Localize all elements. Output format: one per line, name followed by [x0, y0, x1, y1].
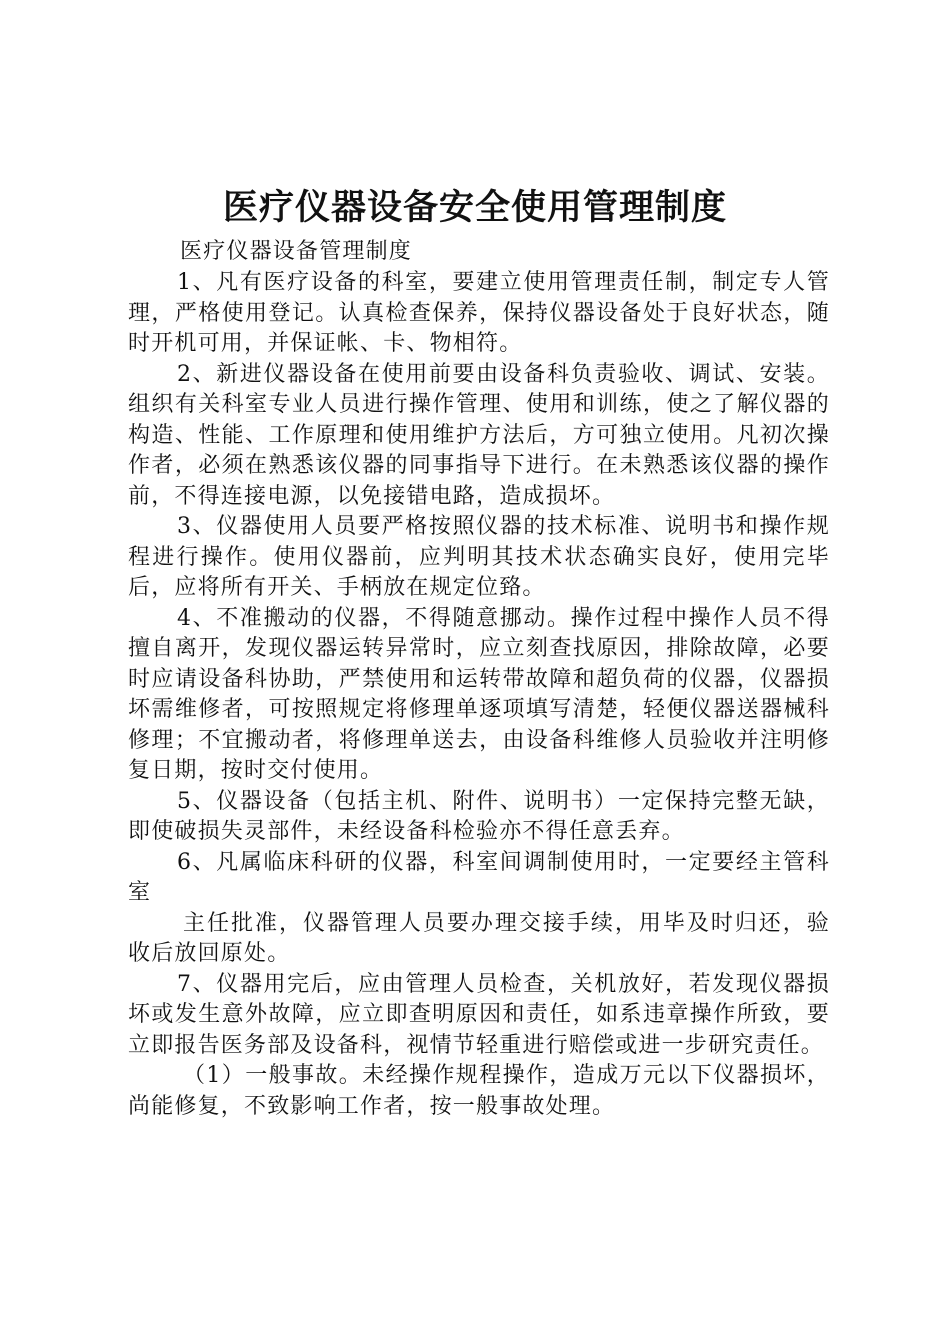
paragraph-general-accident: （1）一般事故。未经操作规程操作，造成万元以下仪器损坏，尚能修复，不致影响工作者，按一般事故处理。: [128, 1063, 830, 1119]
paragraph-rule-6-continued: 主任批准，仪器管理人员要办理交接手续，用毕及时归还，验收后放回原处。: [128, 910, 830, 966]
paragraph-rule-7: 7、仪器用完后，应由管理人员检查，关机放好，若发现仪器损坏或发生意外故障，应立即查明原因和责任，如系违章操作所致，要立即报告医务部及设备科，视情节轻重进行赔偿或进一步研究责任。: [128, 971, 830, 1058]
paragraph-rule-5: 5、仪器设备（包括主机、附件、说明书）一定保持完整无缺，即使破损失灵部件，未经设备科检验亦不得任意丢弃。: [128, 788, 830, 844]
document-subtitle: 医疗仪器设备管理制度: [180, 239, 413, 264]
paragraph-rule-6: 6、凡属临床科研的仪器，科室间调制使用时，一定要经主管科室: [128, 849, 830, 905]
paragraph-rule-3: 3、仪器使用人员要严格按照仪器的技术标准、说明书和操作规程进行操作。使用仪器前，应判明其技术状态确实良好，使用完毕后，应将所有开关、手柄放在规定位臵。: [128, 514, 830, 600]
paragraph-rule-2: 2、新进仪器设备在使用前要由设备科负责验收、调试、安装。组织有关科室专业人员进行操作管理、使用和训练，使之了解仪器的构造、性能、工作原理和使用维护方法后，方可独立使用。凡初次操作者，必须在熟悉该仪器的同事指导下进行。在未熟悉该仪器的操作前，不得连接电源，以免接错电路，造成损坏。: [128, 361, 830, 509]
paragraph-rule-4: 4、不准搬动的仪器，不得随意挪动。操作过程中操作人员不得擅自离开，发现仪器运转异常时，应立刻查找原因，排除故障，必要时应请设备科协助，严禁使用和运转带故障和超负荷的仪器，仪器损坏需维修者，可按照规定将修理单逐项填写清楚，轻便仪器送器械科修理；不宜搬动者，将修理单送去，由设备科维修人员验收并注明修复日期，按时交付使用。: [128, 605, 830, 783]
document-body: [128, 236, 830, 1122]
paragraph-rule-1: 1、凡有医疗设备的科室，要建立使用管理责任制，制定专人管理，严格使用登记。认真检查保养，保持仪器设备处于良好状态，随时开机可用，并保证帐、卡、物相符。: [128, 270, 830, 356]
document-title: 医疗仪器设备安全使用管理制度: [222, 187, 727, 228]
